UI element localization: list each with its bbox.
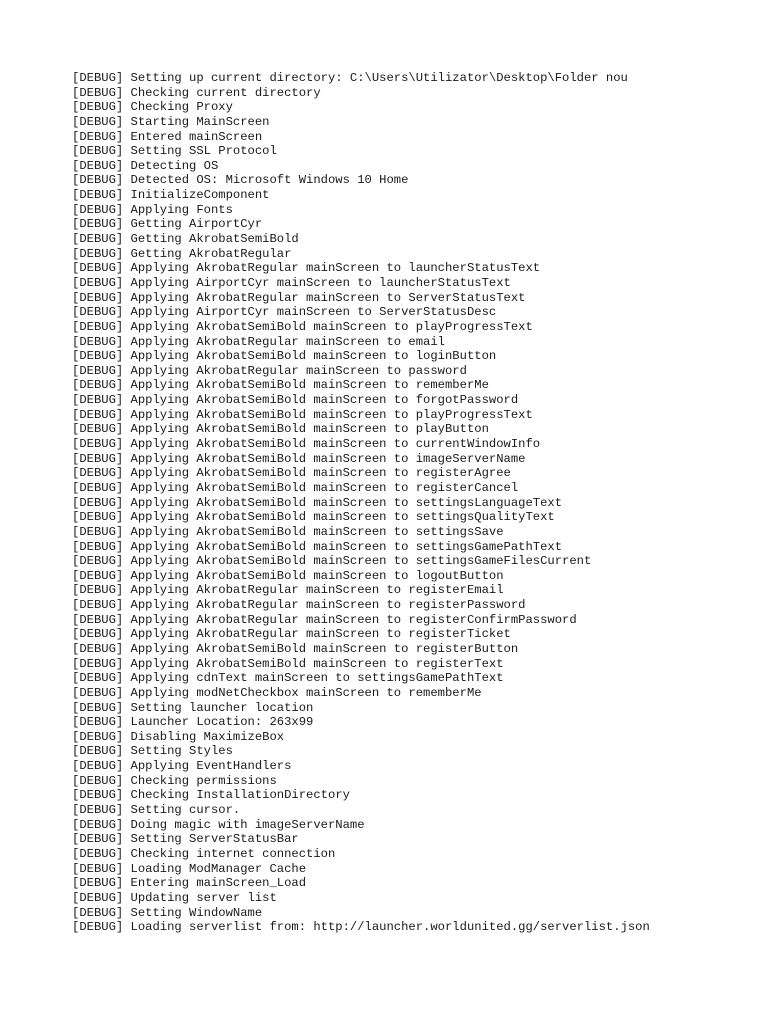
log-line: [DEBUG] InitializeComponent [72,188,270,203]
log-line: [DEBUG] Applying AkrobatRegular mainScreen to registerPassword [72,598,526,613]
log-line: [DEBUG] Getting AirportCyr [72,217,263,232]
log-line: [DEBUG] Applying AkrobatSemiBold mainScreen to forgotPassword [72,393,519,408]
log-line: [DEBUG] Applying AkrobatSemiBold mainScreen to registerButton [72,641,519,656]
log-line: [DEBUG] Applying AkrobatSemiBold mainScreen to loginButton [72,349,497,364]
log-line: [DEBUG] Applying AkrobatRegular mainScreen to registerTicket [72,627,511,642]
log-line: [DEBUG] Applying AkrobatSemiBold mainScreen to settingsSave [72,524,504,539]
log-line: [DEBUG] Checking current directory [72,85,321,100]
log-line: [DEBUG] Applying AkrobatSemiBold mainScreen to registerCancel [72,480,519,495]
log-line: [DEBUG] Applying AkrobatRegular mainScreen to registerConfirmPassword [72,612,577,627]
log-line: [DEBUG] Applying AkrobatSemiBold mainScreen to settingsGameFilesCurrent [72,554,592,569]
log-line: [DEBUG] Applying EventHandlers [72,759,292,774]
log-line: [DEBUG] Applying AkrobatRegular mainScreen to registerEmail [72,583,504,598]
log-line: [DEBUG] Applying AkrobatRegular mainScreen to email [72,334,445,349]
log-line: [DEBUG] Detected OS: Microsoft Windows 10 Home [72,173,409,188]
log-line: [DEBUG] Entering mainScreen_Load [72,876,307,891]
log-line: [DEBUG] Applying AkrobatSemiBold mainScreen to currentWindowInfo [72,437,541,452]
log-line: [DEBUG] Applying AirportCyr mainScreen to launcherStatusText [72,275,511,290]
debug-log [72,71,752,935]
log-line: [DEBUG] Checking InstallationDirectory [72,788,350,803]
log-line: [DEBUG] Detecting OS [72,158,219,173]
log-line: [DEBUG] Applying modNetCheckbox mainScreen to rememberMe [72,685,482,700]
log-line: [DEBUG] Starting MainScreen [72,114,270,129]
log-line: [DEBUG] Checking internet connection [72,846,336,861]
log-line: [DEBUG] Getting AkrobatRegular [72,246,292,261]
log-line: [DEBUG] Checking Proxy [72,100,233,115]
log-line: [DEBUG] Entered mainScreen [72,129,263,144]
log-line: [DEBUG] Setting SSL Protocol [72,144,277,159]
log-line: [DEBUG] Setting cursor. [72,803,241,818]
log-line: [DEBUG] Applying cdnText mainScreen to settingsGamePathText [72,671,504,686]
log-line: [DEBUG] Setting ServerStatusBar [72,832,299,847]
log-line: [DEBUG] Applying AkrobatSemiBold mainScreen to settingsGamePathText [72,539,563,554]
log-line: [DEBUG] Setting launcher location [72,700,314,715]
log-line: [DEBUG] Applying AkrobatRegular mainScreen to launcherStatusText [72,261,541,276]
log-line: [DEBUG] Applying AkrobatRegular mainScreen to ServerStatusText [72,290,526,305]
log-line: [DEBUG] Applying AkrobatSemiBold mainScreen to rememberMe [72,378,489,393]
log-line: [DEBUG] Setting up current directory: C:\Users\Utilizator\Desktop\Folder nou [72,71,628,85]
log-line: [DEBUG] Applying AkrobatSemiBold mainScreen to playButton [72,422,489,437]
log-line: [DEBUG] Applying AirportCyr mainScreen to ServerStatusDesc [72,305,497,320]
log-line: [DEBUG] Applying AkrobatSemiBold mainScreen to imageServerName [72,451,526,466]
log-line: [DEBUG] Launcher Location: 263x99 [72,715,314,730]
log-line: [DEBUG] Applying AkrobatSemiBold mainScreen to settingsLanguageText [72,495,563,510]
log-line: [DEBUG] Updating server list [72,890,277,905]
log-line: [DEBUG] Applying AkrobatSemiBold mainScreen to registerText [72,656,504,671]
log-line: [DEBUG] Loading ModManager Cache [72,861,307,876]
log-line: [DEBUG] Applying AkrobatSemiBold mainScreen to playProgressText [72,319,533,334]
log-line: [DEBUG] Applying AkrobatRegular mainScreen to password [72,363,467,378]
log-line: [DEBUG] Disabling MaximizeBox [72,729,285,744]
log-line: [DEBUG] Setting Styles [72,744,233,759]
log-line: [DEBUG] Loading serverlist from: http://launcher.worldunited.gg/serverlist.json [72,920,650,935]
log-line: [DEBUG] Applying AkrobatSemiBold mainScreen to logoutButton [72,568,504,583]
log-line: [DEBUG] Applying AkrobatSemiBold mainScreen to playProgressText [72,407,533,422]
log-line: [DEBUG] Applying AkrobatSemiBold mainScreen to registerAgree [72,466,511,481]
log-line: [DEBUG] Applying AkrobatSemiBold mainScreen to settingsQualityText [72,510,555,525]
log-line: [DEBUG] Checking permissions [72,773,277,788]
log-line: [DEBUG] Applying Fonts [72,202,233,217]
log-line: [DEBUG] Doing magic with imageServerName [72,817,365,832]
log-line: [DEBUG] Setting WindowName [72,905,263,920]
log-line: [DEBUG] Getting AkrobatSemiBold [72,232,299,247]
